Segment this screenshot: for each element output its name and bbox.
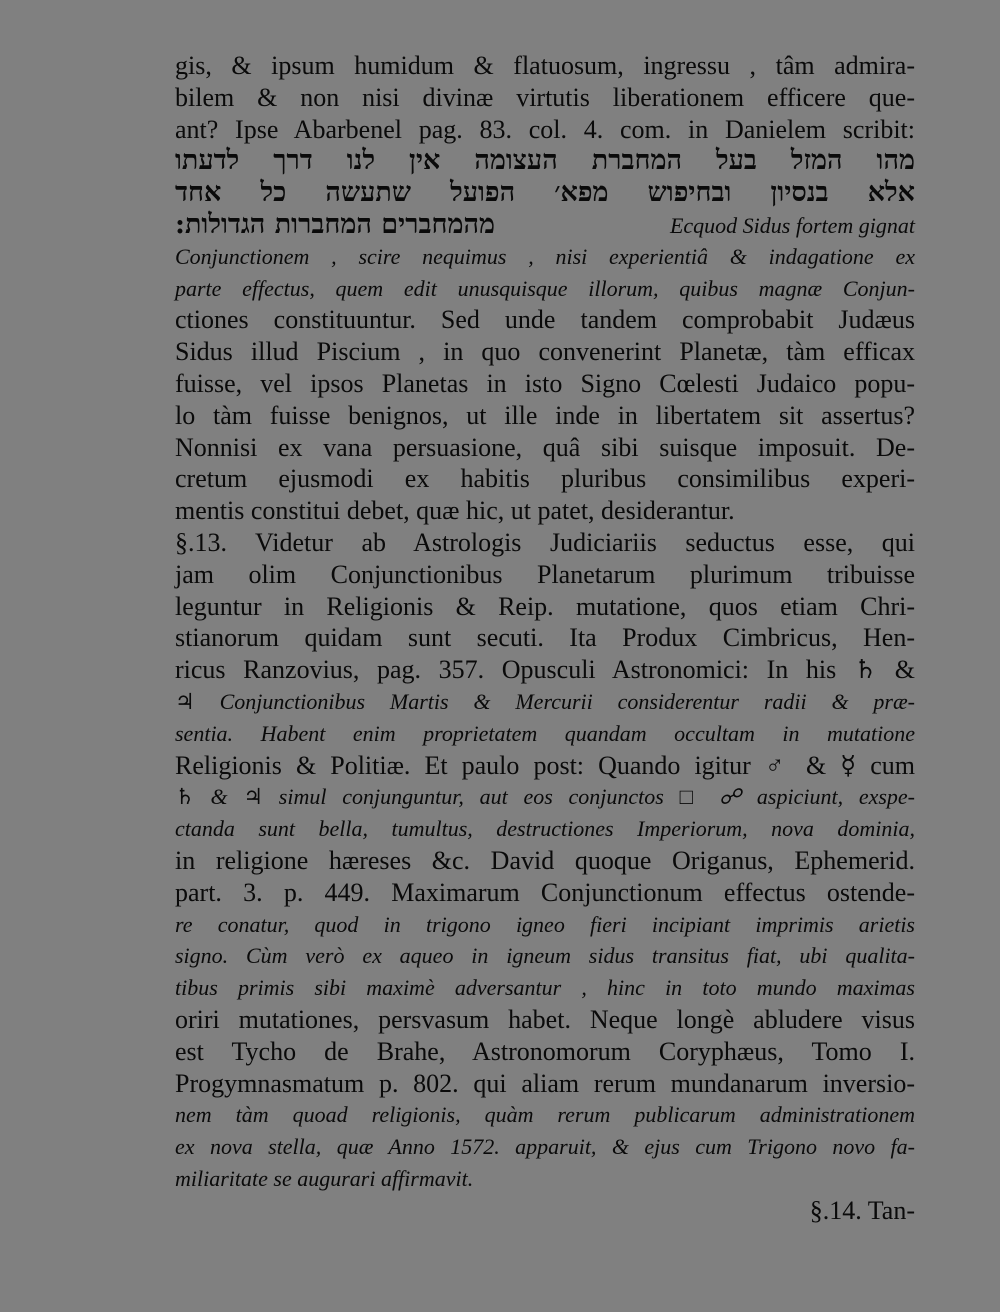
text-line: §.13. Videtur ab Astrologis Judiciariis seductus esse, qui xyxy=(175,527,915,557)
text-line: sentia. Habent enim proprietatem quandam occultam in mutatione xyxy=(175,720,915,746)
text-line: lo tàm fuisse benignos, ut ille inde in libertatem sit assertus? xyxy=(175,400,915,430)
text-line: part. 3. p. 449. Maximarum Conjunctionum effectus ostende- xyxy=(175,877,915,907)
text-line: leguntur in Religionis & Reip. mutatione, quos etiam Chri- xyxy=(175,591,915,621)
latin-italic-text: Ecquod Sidus fortem gignat xyxy=(669,212,915,238)
text-line: in religione hæreses &c. David quoque Origanus, Ephemerid. xyxy=(175,845,915,875)
text-line xyxy=(175,209,915,241)
text-line: bilem & non nisi divinæ virtutis liberationem efficere que- xyxy=(175,82,915,112)
text-line: Sidus illud Piscium , in quo convenerint Planetæ, tàm efficax xyxy=(175,337,915,367)
text-line: re conatur, quod in trigono igneo fieri incipiant imprimis arietis xyxy=(175,911,915,937)
text-line: Progymnasmatum p. 802. qui aliam rerum mundanarum inversio- xyxy=(175,1068,915,1098)
text-line: jam olim Conjunctionibus Planetarum plurimum tribuisse xyxy=(175,559,915,589)
text-line: gis, & ipsum humidum & flatuosum, ingressu , tâm admira- xyxy=(175,51,915,80)
text-line: stianorum quidam sunt secuti. Ita Produx Cimbricus, Hen- xyxy=(175,623,915,653)
text-line: ricus Ranzovius, pag. 357. Opusculi Astronomici: In his ♄ & xyxy=(175,655,915,685)
text-line: nem tàm quoad religionis, quàm rerum publicarum administrationem xyxy=(175,1102,915,1128)
text-line: Religionis & Politiæ. Et paulo post: Quando igitur ♂ & ☿ cum xyxy=(175,750,915,780)
text-line: signo. Cùm verò ex aqueo in igneum sidus transitus fiat, ubi qualita- xyxy=(175,943,915,969)
text-line: Conjunctionem , scire nequimus , nisi experientiâ & indagatione ex xyxy=(175,243,915,269)
text-line: ♄ & ♃ simul conjunguntur, aut eos conjunctos □ ☍ aspiciunt, exspe- xyxy=(175,784,915,810)
hebrew-line: מהו המזל בעל המחברת העצומה אין לנו דרך לדעתו xyxy=(175,145,915,177)
text-line: mentis constitui debet, quæ hic, ut patet, desiderantur. xyxy=(175,496,735,526)
text-line: ctanda sunt bella, tumultus, destructiones Imperiorum, nova dominia, xyxy=(175,816,915,842)
text-line: fuisse, vel ipsos Planetas in isto Signo Cœlesti Judaico popu- xyxy=(175,368,915,398)
text-line: ♃ Conjunctionibus Martis & Mercurii considerentur radii & præ- xyxy=(175,688,915,714)
catchword: §.14. Tan- xyxy=(809,1195,915,1225)
text-line: cretum ejusmodi ex habitis pluribus consimilibus experi- xyxy=(175,464,915,494)
text-line: ex nova stella, quæ Anno 1572. apparuit, & ejus cum Trigono novo fa- xyxy=(175,1134,915,1160)
text-line: tibus primis sibi maximè adversantur , hinc in toto mundo maximas xyxy=(175,975,915,1001)
text-line: Nonnisi ex vana persuasione, quâ sibi suisque imposuit. De- xyxy=(175,432,915,462)
text-line: miliaritate se augurari affirmavit. xyxy=(175,1165,474,1191)
text-line: parte effectus, quem edit unusquisque illorum, quibus magnæ Conjun- xyxy=(175,275,915,301)
text-line: ant? Ipse Abarbenel pag. 83. col. 4. com. in Danielem scribit: xyxy=(175,114,915,144)
hebrew-text: מהמחברים המחברות הגדולות: xyxy=(175,208,495,240)
text-line: est Tycho de Brahe, Astronomorum Coryphæus, Tomo I. xyxy=(175,1036,915,1066)
text-line: oriri mutationes, persvasum habet. Neque longè abludere visus xyxy=(175,1004,915,1034)
text-line: ctiones constituuntur. Sed unde tandem comprobabit Judæus xyxy=(175,305,915,335)
hebrew-line: אלא בנסיון ובחיפוש מפא׳ הפועל שתעשה כל אחד xyxy=(175,177,915,209)
text-block xyxy=(175,50,915,1226)
